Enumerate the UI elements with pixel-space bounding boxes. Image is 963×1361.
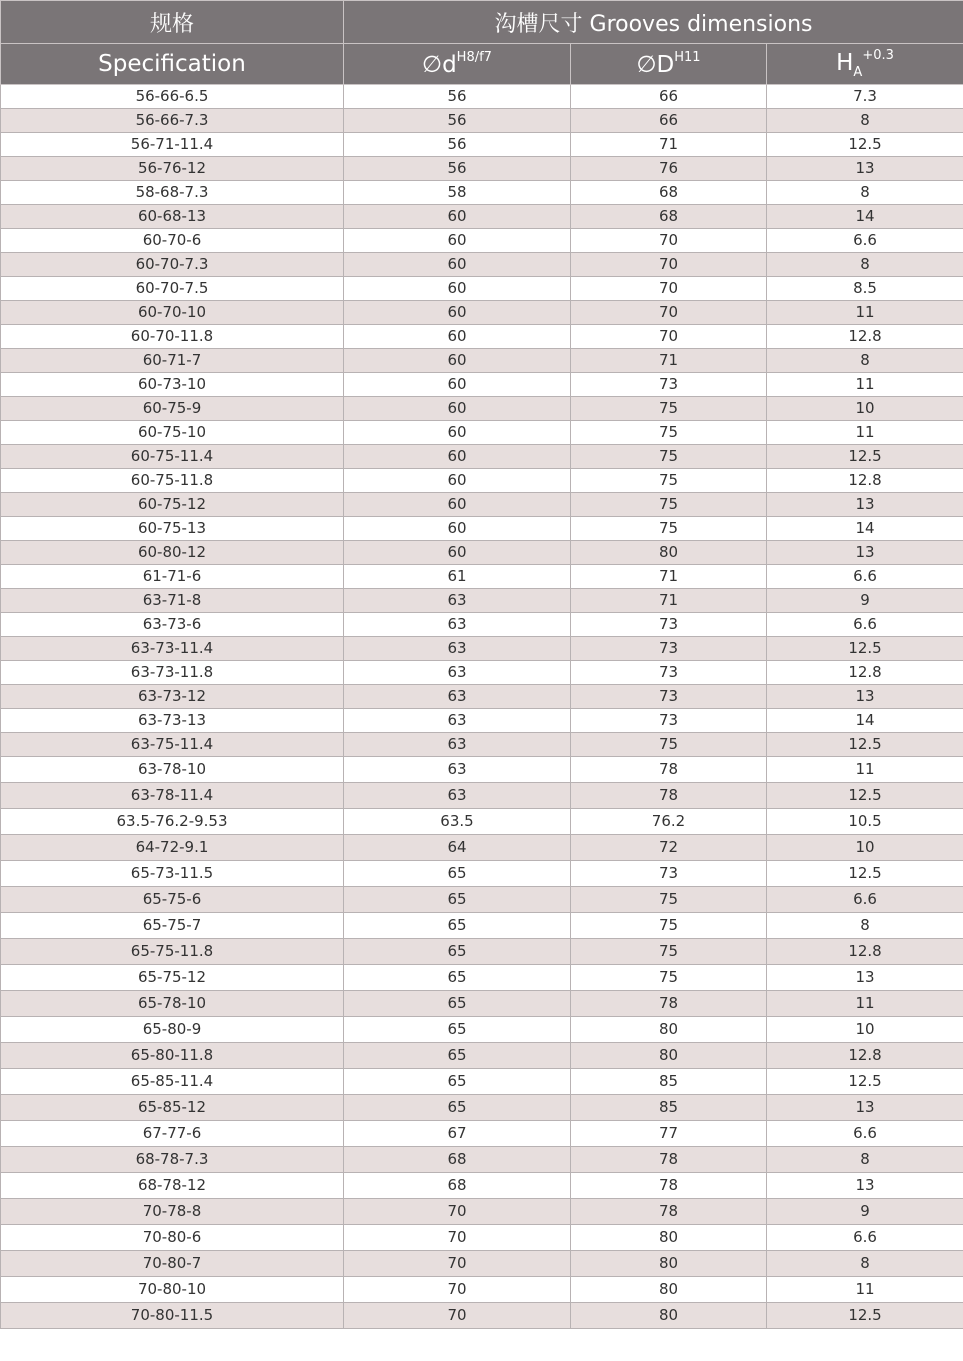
spec-cell: 56-71-11.4 (1, 133, 344, 157)
groove-height-cell: 12.8 (767, 1043, 963, 1069)
groove-height-cell: 6.6 (767, 613, 963, 637)
inner-diameter-cell: 70 (344, 1225, 571, 1251)
inner-diameter-cell: 63 (344, 637, 571, 661)
table-row (1, 301, 963, 325)
inner-diameter-cell: 60 (344, 229, 571, 253)
table-row (1, 109, 963, 133)
table-row (1, 85, 963, 109)
inner-diameter-cell: 60 (344, 373, 571, 397)
inner-diameter-cell: 65 (344, 887, 571, 913)
inner-diameter-header (344, 44, 571, 85)
spec-cell: 56-76-12 (1, 157, 344, 181)
inner-diameter-cell: 68 (344, 1147, 571, 1173)
spec-cell: 60-75-11.4 (1, 445, 344, 469)
inner-diameter-cell: 60 (344, 301, 571, 325)
inner-diameter-cell: 63.5 (344, 809, 571, 835)
groove-height-symbol: H (836, 50, 854, 76)
spec-cell: 60-70-7.3 (1, 253, 344, 277)
outer-diameter-cell: 75 (571, 517, 767, 541)
table-row (1, 229, 963, 253)
spec-cell: 67-77-6 (1, 1121, 344, 1147)
groove-height-cell: 14 (767, 709, 963, 733)
table-row (1, 709, 963, 733)
groove-height-cell: 12.5 (767, 445, 963, 469)
groove-height-cell: 10 (767, 1017, 963, 1043)
outer-diameter-cell: 85 (571, 1095, 767, 1121)
table-row (1, 1017, 963, 1043)
inner-diameter-cell: 65 (344, 939, 571, 965)
table-row (1, 733, 963, 757)
groove-height-cell: 9 (767, 1199, 963, 1225)
spec-cell: 60-68-13 (1, 205, 344, 229)
inner-diameter-cell: 65 (344, 861, 571, 887)
table-row (1, 783, 963, 809)
inner-diameter-cell: 65 (344, 991, 571, 1017)
spec-cell: 65-73-11.5 (1, 861, 344, 887)
spec-cell: 58-68-7.3 (1, 181, 344, 205)
table-row (1, 613, 963, 637)
groove-height-cell: 10 (767, 397, 963, 421)
outer-diameter-cell: 80 (571, 1277, 767, 1303)
spec-cell: 68-78-12 (1, 1173, 344, 1199)
spec-cell: 56-66-7.3 (1, 109, 344, 133)
groove-height-cell: 6.6 (767, 229, 963, 253)
table-row (1, 541, 963, 565)
spec-cell: 65-85-11.4 (1, 1069, 344, 1095)
table-row (1, 373, 963, 397)
spec-cell: 68-78-7.3 (1, 1147, 344, 1173)
outer-diameter-cell: 80 (571, 1225, 767, 1251)
table-row (1, 1173, 963, 1199)
inner-diameter-cell: 60 (344, 397, 571, 421)
outer-diameter-header (571, 44, 767, 85)
inner-diameter-cell: 65 (344, 1043, 571, 1069)
spec-cell: 65-85-12 (1, 1095, 344, 1121)
inner-diameter-cell: 56 (344, 133, 571, 157)
table-row (1, 1043, 963, 1069)
groove-height-cell: 13 (767, 1173, 963, 1199)
spec-cell: 63-73-13 (1, 709, 344, 733)
table-row (1, 277, 963, 301)
groove-height-cell: 13 (767, 965, 963, 991)
spec-cell: 65-75-6 (1, 887, 344, 913)
spec-cell: 63-78-10 (1, 757, 344, 783)
spec-cell: 65-75-11.8 (1, 939, 344, 965)
table-row (1, 589, 963, 613)
outer-diameter-cell: 71 (571, 565, 767, 589)
table-row (1, 253, 963, 277)
table-row (1, 1147, 963, 1173)
groove-height-cell: 13 (767, 541, 963, 565)
table-row (1, 133, 963, 157)
outer-diameter-cell: 80 (571, 1043, 767, 1069)
inner-diameter-cell: 65 (344, 1017, 571, 1043)
groove-height-cell: 13 (767, 1095, 963, 1121)
table-row (1, 469, 963, 493)
table-row (1, 637, 963, 661)
table-row (1, 939, 963, 965)
outer-diameter-cell: 73 (571, 709, 767, 733)
inner-diameter-cell: 63 (344, 783, 571, 809)
outer-diameter-cell: 75 (571, 913, 767, 939)
spec-cell: 64-72-9.1 (1, 835, 344, 861)
table-row (1, 913, 963, 939)
inner-diameter-cell: 65 (344, 913, 571, 939)
spec-cell: 60-75-13 (1, 517, 344, 541)
groove-height-cell: 6.6 (767, 1225, 963, 1251)
spec-cell: 60-80-12 (1, 541, 344, 565)
groove-height-cell: 8.5 (767, 277, 963, 301)
groove-height-cell: 8 (767, 1147, 963, 1173)
inner-diameter-cell: 60 (344, 205, 571, 229)
inner-diameter-cell: 56 (344, 109, 571, 133)
groove-height-cell: 10.5 (767, 809, 963, 835)
spec-cell: 63-75-11.4 (1, 733, 344, 757)
groove-height-subscript: A (853, 65, 863, 80)
groove-height-cell: 6.6 (767, 565, 963, 589)
table-row (1, 1303, 963, 1329)
groove-height-cell: 11 (767, 991, 963, 1017)
specification-header: Specification (1, 44, 344, 85)
outer-diameter-cell: 73 (571, 685, 767, 709)
outer-diameter-cell: 70 (571, 229, 767, 253)
table-row (1, 565, 963, 589)
inner-diameter-cell: 63 (344, 589, 571, 613)
groove-height-cell: 12.8 (767, 939, 963, 965)
outer-diameter-cell: 85 (571, 1069, 767, 1095)
outer-diameter-cell: 71 (571, 589, 767, 613)
table-row (1, 1199, 963, 1225)
groove-height-cell: 6.6 (767, 1121, 963, 1147)
spec-cell: 63.5-76.2-9.53 (1, 809, 344, 835)
spec-cell: 70-80-6 (1, 1225, 344, 1251)
table-row (1, 887, 963, 913)
groove-height-cell: 8 (767, 913, 963, 939)
groove-height-cell: 12.5 (767, 133, 963, 157)
inner-diameter-cell: 63 (344, 661, 571, 685)
table-row (1, 1251, 963, 1277)
table-header (1, 1, 963, 85)
table-row (1, 661, 963, 685)
table-row (1, 991, 963, 1017)
outer-diameter-cell: 78 (571, 757, 767, 783)
table-row (1, 205, 963, 229)
inner-diameter-cell: 60 (344, 541, 571, 565)
inner-diameter-cell: 60 (344, 253, 571, 277)
table-row (1, 349, 963, 373)
inner-diameter-cell: 63 (344, 757, 571, 783)
spec-cell: 63-71-8 (1, 589, 344, 613)
inner-diameter-cell: 60 (344, 325, 571, 349)
inner-diameter-symbol: ∅d (422, 52, 457, 78)
groove-height-cell: 9 (767, 589, 963, 613)
spec-cell: 65-80-11.8 (1, 1043, 344, 1069)
outer-diameter-cell: 75 (571, 445, 767, 469)
spec-cell: 63-73-12 (1, 685, 344, 709)
groove-height-cell: 6.6 (767, 887, 963, 913)
outer-diameter-cell: 72 (571, 835, 767, 861)
table-row (1, 1277, 963, 1303)
groove-height-cell: 8 (767, 109, 963, 133)
table-row (1, 157, 963, 181)
outer-diameter-cell: 71 (571, 349, 767, 373)
inner-diameter-cell: 63 (344, 733, 571, 757)
outer-diameter-cell: 75 (571, 421, 767, 445)
table-row (1, 517, 963, 541)
groove-height-cell: 13 (767, 685, 963, 709)
outer-diameter-cell: 78 (571, 991, 767, 1017)
outer-diameter-cell: 78 (571, 783, 767, 809)
outer-diameter-cell: 80 (571, 1251, 767, 1277)
outer-diameter-cell: 76 (571, 157, 767, 181)
table-row (1, 1121, 963, 1147)
spec-cell: 63-73-6 (1, 613, 344, 637)
outer-diameter-cell: 70 (571, 325, 767, 349)
table-row (1, 757, 963, 783)
inner-diameter-cell: 60 (344, 493, 571, 517)
groove-height-cell: 12.5 (767, 861, 963, 887)
groove-height-cell: 10 (767, 835, 963, 861)
spec-cell: 60-75-10 (1, 421, 344, 445)
inner-diameter-cell: 70 (344, 1303, 571, 1329)
table-row (1, 861, 963, 887)
groove-height-cell: 12.5 (767, 1069, 963, 1095)
outer-diameter-cell: 75 (571, 397, 767, 421)
inner-diameter-cell: 56 (344, 85, 571, 109)
spec-cell: 60-73-10 (1, 373, 344, 397)
spec-cell: 65-78-10 (1, 991, 344, 1017)
inner-diameter-cell: 61 (344, 565, 571, 589)
groove-height-cell: 8 (767, 1251, 963, 1277)
spec-cell: 60-71-7 (1, 349, 344, 373)
groove-height-cell: 7.3 (767, 85, 963, 109)
groove-height-cell: 13 (767, 157, 963, 181)
outer-diameter-cell: 75 (571, 469, 767, 493)
groove-height-cell: 8 (767, 253, 963, 277)
spec-cell: 63-78-11.4 (1, 783, 344, 809)
outer-diameter-cell: 78 (571, 1173, 767, 1199)
groove-height-cell: 8 (767, 349, 963, 373)
spec-cell: 60-75-12 (1, 493, 344, 517)
table-row (1, 397, 963, 421)
spec-cn-header: 规格 (1, 1, 344, 44)
outer-diameter-cell: 75 (571, 733, 767, 757)
grooves-dimensions-header: 沟槽尺寸 Grooves dimensions (344, 1, 963, 44)
table-body (1, 85, 963, 1329)
inner-diameter-cell: 64 (344, 835, 571, 861)
inner-diameter-cell: 60 (344, 445, 571, 469)
inner-diameter-cell: 65 (344, 1095, 571, 1121)
spec-cell: 60-75-9 (1, 397, 344, 421)
table-row (1, 421, 963, 445)
inner-diameter-cell: 70 (344, 1277, 571, 1303)
inner-diameter-cell: 60 (344, 517, 571, 541)
spec-cell: 65-80-9 (1, 1017, 344, 1043)
table-row (1, 1095, 963, 1121)
inner-diameter-cell: 68 (344, 1173, 571, 1199)
header-row-1 (1, 1, 963, 44)
table-row (1, 181, 963, 205)
spec-cell: 60-70-11.8 (1, 325, 344, 349)
inner-diameter-cell: 60 (344, 469, 571, 493)
outer-diameter-cell: 73 (571, 861, 767, 887)
groove-height-tolerance: +0.3 (862, 48, 894, 63)
table-row (1, 325, 963, 349)
spec-cell: 60-70-10 (1, 301, 344, 325)
outer-diameter-cell: 80 (571, 1017, 767, 1043)
groove-height-cell: 12.5 (767, 637, 963, 661)
outer-diameter-cell: 80 (571, 1303, 767, 1329)
spec-cell: 60-70-7.5 (1, 277, 344, 301)
outer-diameter-cell: 70 (571, 277, 767, 301)
inner-diameter-tolerance: H8/f7 (456, 50, 492, 65)
spec-cell: 65-75-7 (1, 913, 344, 939)
groove-height-cell: 11 (767, 373, 963, 397)
inner-diameter-cell: 63 (344, 709, 571, 733)
table-row (1, 445, 963, 469)
spec-cell: 56-66-6.5 (1, 85, 344, 109)
groove-height-cell: 12.5 (767, 783, 963, 809)
table-row (1, 965, 963, 991)
table-row (1, 685, 963, 709)
outer-diameter-cell: 75 (571, 887, 767, 913)
outer-diameter-cell: 70 (571, 253, 767, 277)
inner-diameter-cell: 60 (344, 421, 571, 445)
outer-diameter-cell: 78 (571, 1199, 767, 1225)
inner-diameter-cell: 56 (344, 157, 571, 181)
groove-height-cell: 12.8 (767, 325, 963, 349)
groove-height-cell: 13 (767, 493, 963, 517)
groove-height-cell: 12.8 (767, 469, 963, 493)
outer-diameter-cell: 75 (571, 939, 767, 965)
outer-diameter-cell: 70 (571, 301, 767, 325)
spec-cell: 63-73-11.8 (1, 661, 344, 685)
inner-diameter-cell: 60 (344, 349, 571, 373)
groove-height-cell: 8 (767, 181, 963, 205)
groove-height-cell: 12.5 (767, 733, 963, 757)
inner-diameter-cell: 67 (344, 1121, 571, 1147)
groove-height-cell: 11 (767, 757, 963, 783)
outer-diameter-cell: 80 (571, 541, 767, 565)
inner-diameter-cell: 65 (344, 1069, 571, 1095)
outer-diameter-cell: 66 (571, 109, 767, 133)
spec-cell: 65-75-12 (1, 965, 344, 991)
groove-height-cell: 12.8 (767, 661, 963, 685)
inner-diameter-cell: 63 (344, 613, 571, 637)
table-row (1, 835, 963, 861)
outer-diameter-cell: 78 (571, 1147, 767, 1173)
inner-diameter-cell: 63 (344, 685, 571, 709)
header-row-2 (1, 44, 963, 85)
outer-diameter-tolerance: H11 (674, 50, 701, 65)
outer-diameter-cell: 66 (571, 85, 767, 109)
outer-diameter-cell: 75 (571, 965, 767, 991)
outer-diameter-cell: 71 (571, 133, 767, 157)
inner-diameter-cell: 70 (344, 1199, 571, 1225)
spec-cell: 63-73-11.4 (1, 637, 344, 661)
outer-diameter-cell: 73 (571, 637, 767, 661)
groove-height-cell: 14 (767, 517, 963, 541)
outer-diameter-cell: 73 (571, 373, 767, 397)
inner-diameter-cell: 60 (344, 277, 571, 301)
table-row (1, 1069, 963, 1095)
groove-height-cell: 12.5 (767, 1303, 963, 1329)
table-row (1, 1225, 963, 1251)
spec-cell: 70-80-7 (1, 1251, 344, 1277)
groove-height-cell: 11 (767, 1277, 963, 1303)
outer-diameter-cell: 68 (571, 205, 767, 229)
spec-cell: 61-71-6 (1, 565, 344, 589)
outer-diameter-symbol: ∅D (636, 52, 675, 78)
groove-height-header (767, 44, 963, 85)
outer-diameter-cell: 68 (571, 181, 767, 205)
spec-cell: 60-75-11.8 (1, 469, 344, 493)
spec-cell: 70-78-8 (1, 1199, 344, 1225)
spec-cell: 70-80-10 (1, 1277, 344, 1303)
inner-diameter-cell: 70 (344, 1251, 571, 1277)
inner-diameter-cell: 58 (344, 181, 571, 205)
spec-cell: 70-80-11.5 (1, 1303, 344, 1329)
outer-diameter-cell: 73 (571, 613, 767, 637)
outer-diameter-cell: 76.2 (571, 809, 767, 835)
outer-diameter-cell: 75 (571, 493, 767, 517)
table-row (1, 809, 963, 835)
outer-diameter-cell: 77 (571, 1121, 767, 1147)
outer-diameter-cell: 73 (571, 661, 767, 685)
groove-height-cell: 11 (767, 421, 963, 445)
table-row (1, 493, 963, 517)
spec-cell: 60-70-6 (1, 229, 344, 253)
inner-diameter-cell: 65 (344, 965, 571, 991)
groove-height-cell: 14 (767, 205, 963, 229)
groove-height-cell: 11 (767, 301, 963, 325)
